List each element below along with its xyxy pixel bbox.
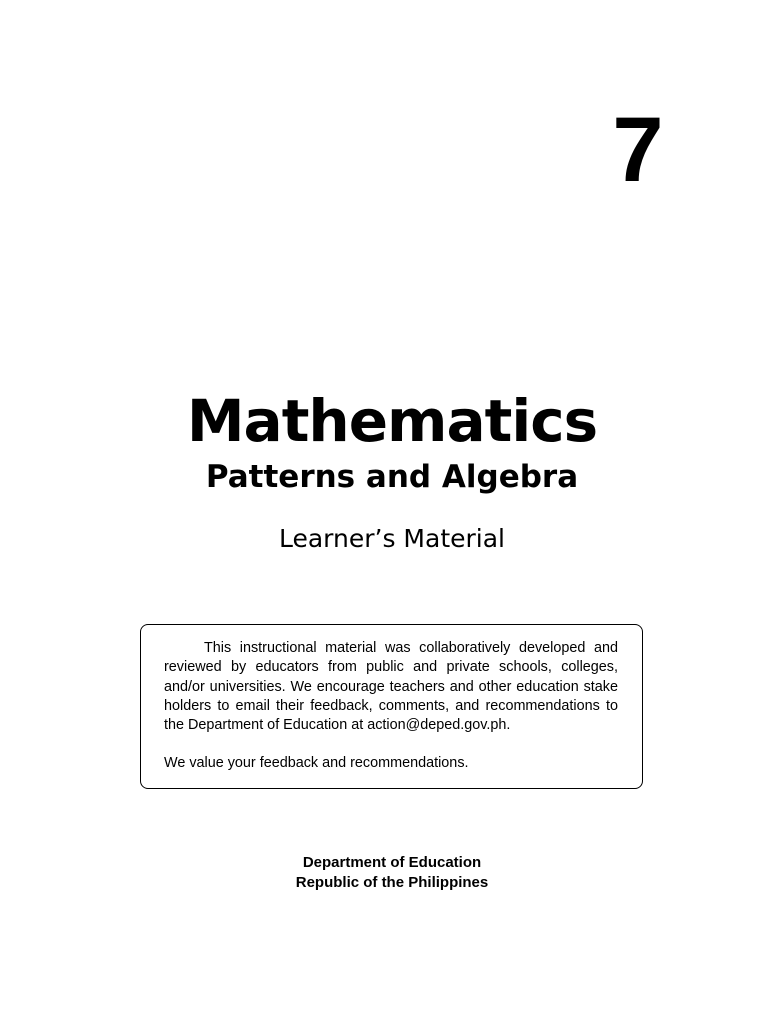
feedback-notice-box — [140, 624, 643, 789]
notice-closing: We value your feedback and recommendations. — [164, 755, 469, 772]
notice-paragraph: This instructional material was collaboratively developed and reviewed by educators from public and private schools, colleges, and/or universities. We encourage teachers and other education stake holders to email their feedback, comments, and recommendations to the Department of Education at action@deped.gov.ph. — [164, 640, 618, 734]
material-type: Learner’s Material — [278, 524, 505, 553]
publisher-block — [8, 853, 768, 892]
publisher-country: Republic of the Philippines — [295, 873, 489, 891]
book-subtitle: Patterns and Algebra — [205, 459, 579, 495]
publisher-department: Department of Education — [302, 854, 482, 871]
grade-number: 7 — [612, 99, 664, 201]
book-title: Mathematics — [186, 387, 598, 455]
